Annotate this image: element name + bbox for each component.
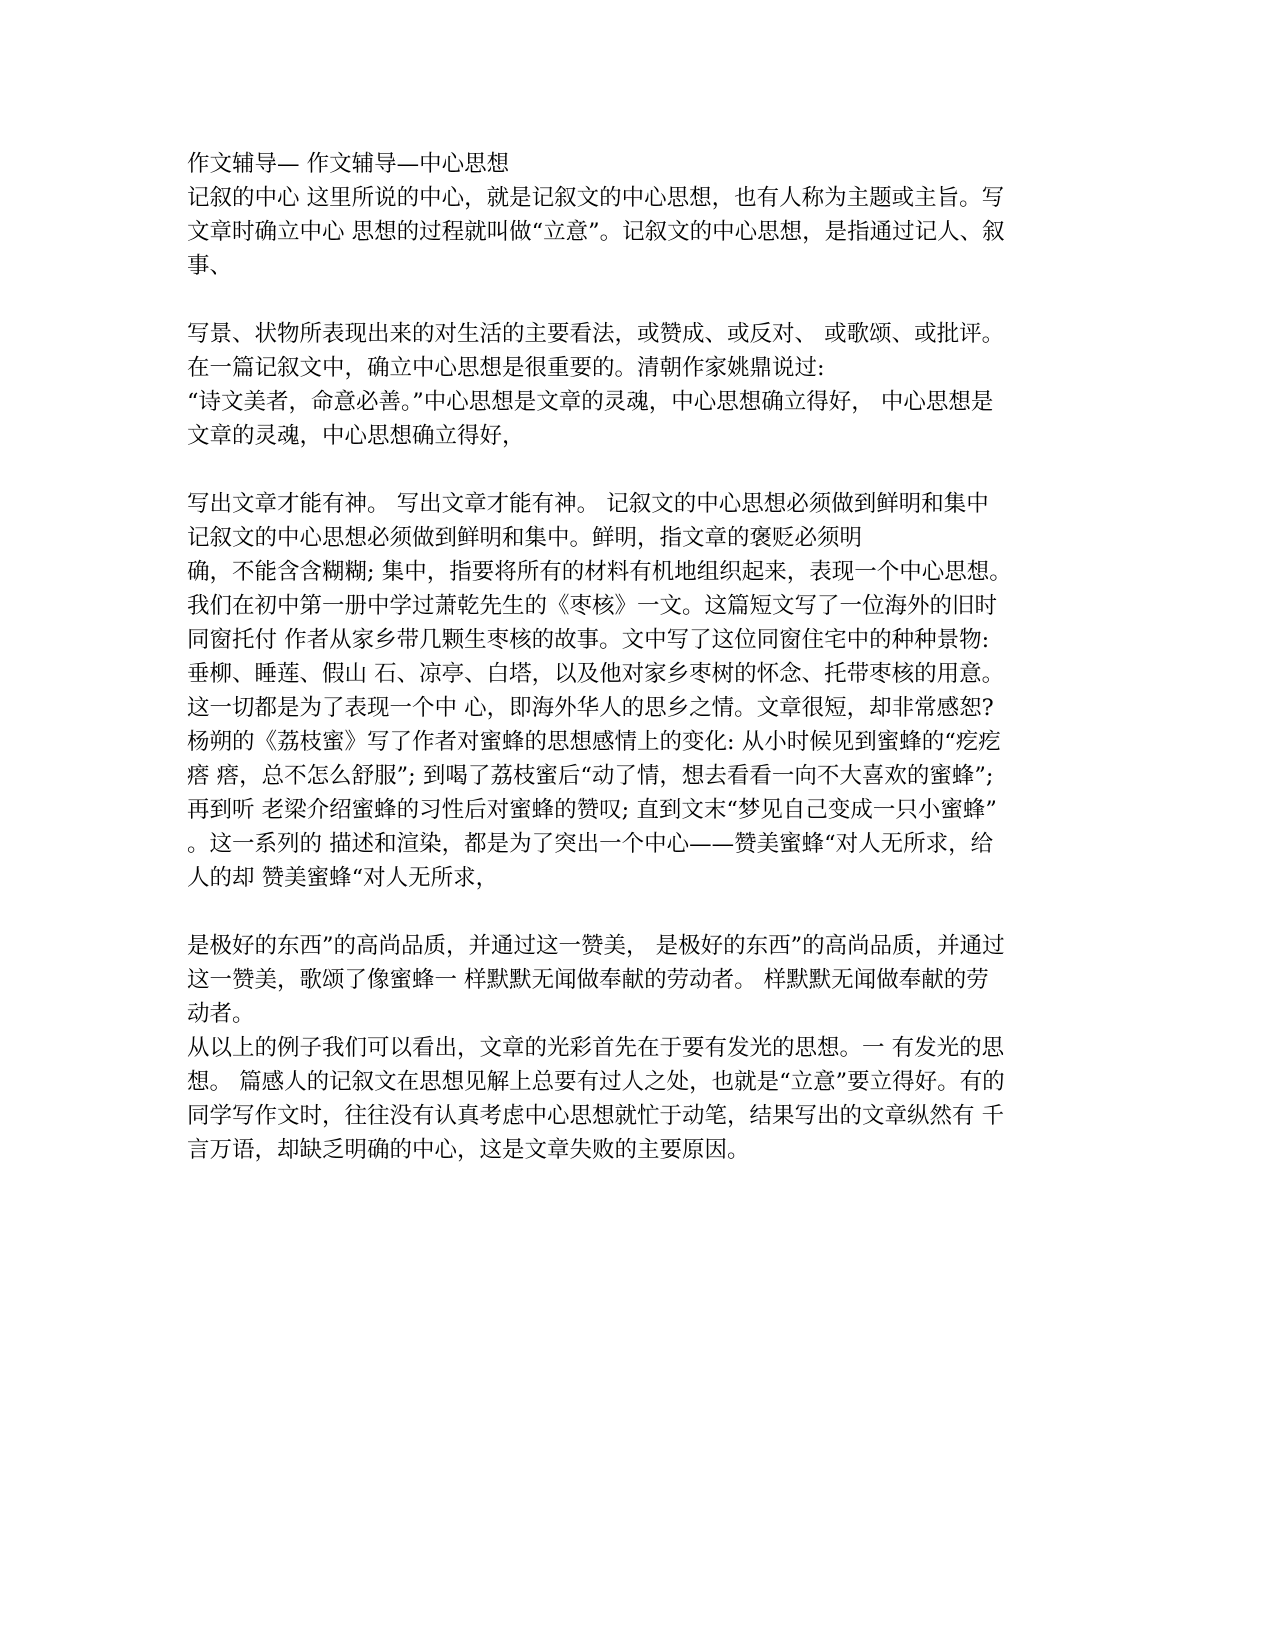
- text-line: 事、: [187, 253, 233, 279]
- text-line: 从以上的例子我们可以看出，文章的光彩首先在于要有发光的思想。一 有发光的思: [187, 1035, 1005, 1061]
- text-line: 瘩 瘩，总不怎么舒服”; 到喝了荔枝蜜后“动了情，想去看看一向不大喜欢的蜜蜂”;: [187, 763, 994, 789]
- text-line: 。这一系列的 描述和渲染，都是为了突出一个中心——赞美蜜蜂“对人无所求，给: [187, 831, 994, 857]
- text-line: 写出文章才能有神。 写出文章才能有神。 记叙文的中心思想必须做到鲜明和集中: [187, 491, 989, 517]
- paragraph-gap: [187, 453, 1087, 487]
- text-line: 同学写作文时，往往没有认真考虑中心思想就忙于动笔，结果写出的文章纵然有 千: [187, 1103, 1005, 1129]
- text-line: 垂柳、睡莲、假山 石、凉亭、白塔，以及他对家乡枣树的怀念、托带枣核的用意。: [187, 661, 1005, 687]
- text-line: 是极好的东西”的高尚品质，并通过这一赞美， 是极好的东西”的高尚品质，并通过: [187, 933, 1005, 959]
- text-line: 杨朔的《荔枝蜜》写了作者对蜜蜂的思想感情上的变化: 从小时候见到蜜蜂的“疙疙: [187, 729, 1001, 755]
- text-line: 记叙文的中心思想必须做到鲜明和集中。鲜明，指文章的褒贬必须明: [187, 525, 863, 551]
- paragraph-gap: [187, 895, 1087, 929]
- document-title: 作文辅导— 作文辅导—中心思想: [187, 151, 510, 177]
- text-line: 同窗托付 作者从家乡带几颗生枣核的故事。文中写了这位同窗住宅中的种种景物:: [187, 627, 990, 653]
- text-line: 想。 篇感人的记叙文在思想见解上总要有过人之处，也就是“立意”要立得好。有的: [187, 1069, 1005, 1095]
- text-line: 记叙的中心 这里所说的中心，就是记叙文的中心思想，也有人称为主题或主旨。写: [187, 185, 1005, 211]
- text-line: 我们在初中第一册中学过萧乾先生的《枣核》一文。这篇短文写了一位海外的旧时: [187, 593, 998, 619]
- text-line: 确，不能含含糊糊; 集中，指要将所有的材料有机地组织起来，表现一个中心思想。: [187, 559, 1012, 585]
- text-line: 这一赞美，歌颂了像蜜蜂一 样默默无闻做奉献的劳动者。 样默默无闻做奉献的劳: [187, 967, 989, 993]
- text-line: 在一篇记叙文中，确立中心思想是很重要的。清朝作家姚鼎说过:: [187, 355, 825, 381]
- text-line: 再到听 老梁介绍蜜蜂的习性后对蜜蜂的赞叹; 直到文末“梦见自己变成一只小蜜蜂”: [187, 797, 997, 823]
- document-body: [187, 147, 1087, 1167]
- text-line: 文章的灵魂，中心思想确立得好，: [187, 423, 525, 449]
- text-line: 言万语，却缺乏明确的中心，这是文章失败的主要原因。: [187, 1137, 750, 1163]
- text-line: 文章时确立中心 思想的过程就叫做“立意”。记叙文的中心思想，是指通过记人、叙: [187, 219, 1005, 245]
- text-line: 这一切都是为了表现一个中 心，即海外华人的思乡之情。文章很短，却非常感恕?: [187, 695, 994, 721]
- text-line: 写景、状物所表现出来的对生活的主要看法，或赞成、或反对、 或歌颂、或批评。: [187, 321, 1005, 347]
- paragraph-gap: [187, 283, 1087, 317]
- text-line: 动者。: [187, 1001, 255, 1027]
- text-line: “诗文美者，命意必善。”中心思想是文章的灵魂，中心思想确立得好， 中心思想是: [187, 389, 994, 415]
- text-line: 人的却 赞美蜜蜂“对人无所求，: [187, 865, 499, 891]
